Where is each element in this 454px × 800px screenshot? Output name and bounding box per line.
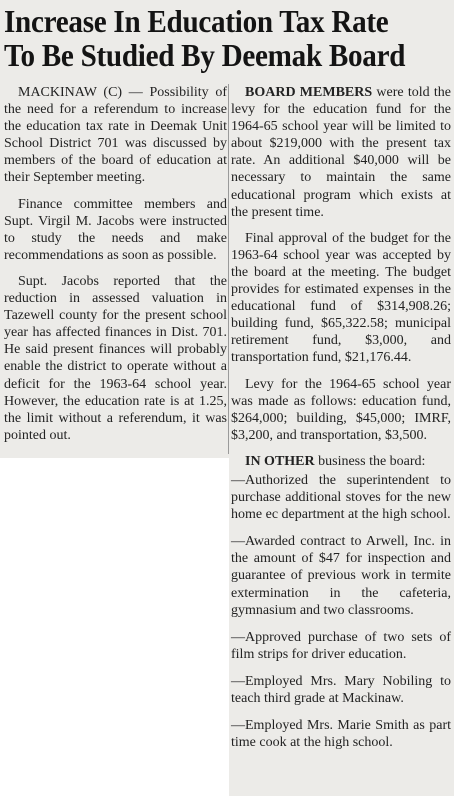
list-item: —Authorized the superintendent to purchase additional stoves for the new home ec department at the high school. [231,472,451,523]
list-item: —Employed Mrs. Mary Nobiling to teach third grade at Mackinaw. [231,673,451,706]
list-item: —Employed Mrs. Marie Smith as part time cook at the high school. [231,718,451,751]
list-item: —Awarded contract to Arwell, Inc. in the amount of $47 for inspection and guarantee of previous work in termite extermination in the cafeteria, gymnasium and two classrooms. [231,534,451,618]
paragraph [231,84,451,221]
headline [4,4,410,72]
blank-area [0,458,229,796]
paragraph-lead: BOARD MEMBERS [245,85,373,100]
paragraph-text: Levy for the 1964-65 school year was made as follows: education fund, $264,000; building, $45,000; IMRF, $3,200, and transportation, $3,500. [231,376,451,443]
left-column [4,84,227,453]
paragraph [231,230,451,367]
paragraph: Supt. Jacobs reported that the reduction in assessed valuation in Tazewell county for the present school year has affected finances in Dist. 701. He said present finances will probably enable the district to operate without a deficit for the 1963-64 school year. However, the education rate is at 1.25, the limit without a referendum, it was pointed out. [4,273,227,443]
paragraph: Finance committee members and Supt. Virgil M. Jacobs were instructed to study the needs and make recommendations as soon as possible. [4,196,227,263]
right-column [231,84,451,761]
paragraph [231,453,451,470]
paragraph-text: Final approval of the budget for the 1963-64 school year was accepted by the board at the meeting. The budget provides for estimated expenses in the educational fund of $314,908.26; building fund, $65,322.58; municipal retirement fund, $3,000, and transportation fund, $21,176.44. [231,230,451,366]
headline-line-1: Increase In Education Tax Rate [4,3,389,39]
paragraph-text: were told the levy for the education fund for the 1964-65 school year will be limited to about $219,000 with the present tax rate. An additional $40,000 will be necessary to maintain the same educational program which exists at the present time. [231,85,451,220]
paragraph: MACKINAW (C) — Possibility of the need for a referendum to increase the education tax rate in Deemak Unit School District 701 was discussed by members of the board of education at their September meeting. [4,85,227,186]
paragraph-text: business the board: [314,453,426,469]
paragraph-lead: IN OTHER [245,453,315,469]
headline-line-2: To Be Studied By Deemak Board [4,37,406,73]
paragraph [231,376,451,444]
list-item: —Approved purchase of two sets of film strips for driver education. [231,629,451,662]
column-divider [228,84,229,454]
